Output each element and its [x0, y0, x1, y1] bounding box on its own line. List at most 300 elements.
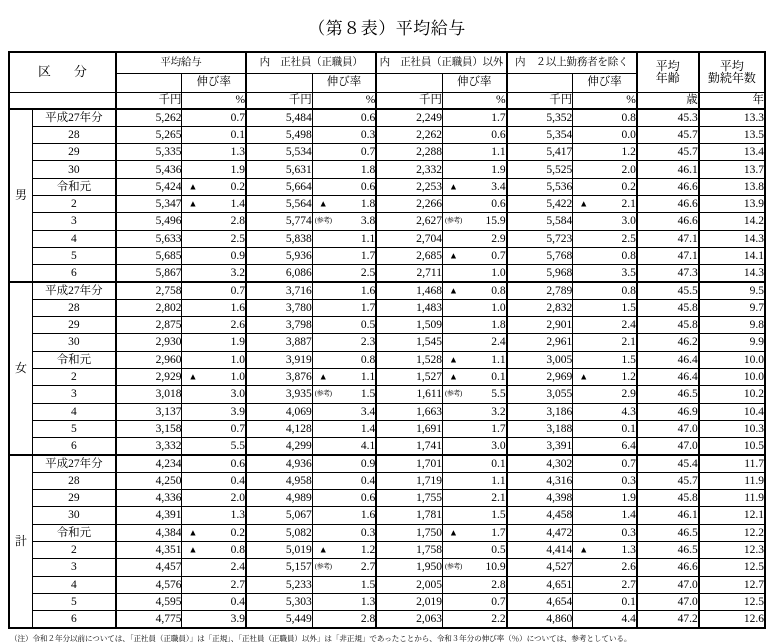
year-label: 28	[32, 299, 115, 316]
average-salary: 2,875	[116, 317, 182, 334]
year-label: 2	[32, 368, 115, 385]
average-age-value: 47.1	[637, 230, 699, 247]
non-regular-salary: 1,663	[376, 403, 442, 420]
year-label: 5	[32, 593, 115, 610]
average-salary-growth: 2.0	[182, 490, 246, 507]
table-row	[9, 472, 765, 489]
regular-growth: 1.6	[312, 507, 376, 524]
average-salary-growth: 1.0	[182, 351, 246, 368]
excluding-growth: 0.8	[573, 109, 637, 126]
average-salary-growth: 1.9	[182, 334, 246, 351]
average-age-value: 46.6	[637, 559, 699, 576]
average-age-value: 47.2	[637, 611, 699, 628]
regular-growth: 1.7	[312, 247, 376, 264]
non-regular-growth: 1.1	[442, 144, 506, 161]
header-growth-rate-excluding: 伸び率	[573, 73, 637, 92]
average-age-value: 47.0	[637, 593, 699, 610]
header-average-age-line1: 平均	[655, 58, 680, 73]
regular-salary: 5,484	[246, 109, 312, 126]
excluding-growth: ▲ 1.2	[573, 368, 637, 385]
average-salary: 3,158	[116, 420, 182, 437]
regular-growth: 0.6	[312, 109, 376, 126]
average-salary-growth: ▲ 0.2	[182, 178, 246, 195]
average-salary-growth: 3.0	[182, 386, 246, 403]
average-salary: 5,633	[116, 230, 182, 247]
excluding-salary: 2,901	[507, 317, 573, 334]
regular-growth: 1.4	[312, 420, 376, 437]
table-row	[9, 317, 765, 334]
average-salary-growth: ▲ 1.0	[182, 368, 246, 385]
table-footnote: （注）令和２年分以前については、「正社員（正職員）」は「正規」、「正社員（正職員）以外」は「非正規」であったことから、令和３年分の伸び率（％）については、参考としている。	[10, 633, 632, 643]
excluding-salary: 5,417	[507, 144, 573, 161]
unit-average-salary-rate: %	[182, 92, 246, 109]
non-regular-salary: 2,262	[376, 126, 442, 143]
negative-triangle-icon: ▲	[188, 198, 198, 209]
average-salary: 5,496	[116, 213, 182, 230]
excluding-salary: 5,422	[507, 195, 573, 212]
average-tenure-value: 12.1	[699, 507, 765, 524]
average-tenure-value: 12.5	[699, 593, 765, 610]
regular-growth: 1.5	[312, 576, 376, 593]
average-age-value: 46.6	[637, 213, 699, 230]
non-regular-salary: 1,527	[376, 368, 442, 385]
regular-growth: 0.5	[312, 317, 376, 334]
excluding-salary: 5,525	[507, 161, 573, 178]
negative-triangle-icon: ▲	[448, 250, 458, 261]
average-age-value: 47.1	[637, 247, 699, 264]
excluding-salary: 5,968	[507, 265, 573, 282]
excluding-growth: 1.4	[573, 507, 637, 524]
reference-marker: (参考)	[444, 216, 462, 225]
excluding-growth: 0.8	[573, 247, 637, 264]
table-row	[9, 247, 765, 264]
regular-salary: 5,233	[246, 576, 312, 593]
header-average-tenure-line1: 平均	[719, 58, 744, 73]
average-salary: 5,867	[116, 265, 182, 282]
year-label: 29	[32, 490, 115, 507]
regular-salary: 5,019	[246, 541, 312, 558]
excluding-growth: 6.4	[573, 438, 637, 455]
non-regular-growth: 1.8	[442, 317, 506, 334]
negative-triangle-icon: ▲	[318, 544, 328, 555]
non-regular-growth: (参考) 15.9	[442, 213, 506, 230]
non-regular-growth: 3.2	[442, 403, 506, 420]
header-average-tenure	[699, 52, 765, 92]
table-row	[9, 144, 765, 161]
average-age-value: 47.0	[637, 420, 699, 437]
header-spacer-average-salary	[116, 73, 182, 92]
average-salary: 4,336	[116, 490, 182, 507]
average-age-value: 45.8	[637, 490, 699, 507]
regular-salary: 5,449	[246, 611, 312, 628]
non-regular-salary: 1,719	[376, 472, 442, 489]
negative-triangle-icon: ▲	[448, 354, 458, 365]
table-row	[9, 109, 765, 126]
non-regular-salary: 2,253	[376, 178, 442, 195]
non-regular-growth: 2.4	[442, 334, 506, 351]
negative-triangle-icon: ▲	[579, 371, 589, 382]
average-tenure-value: 12.6	[699, 611, 765, 628]
excluding-salary: 5,352	[507, 109, 573, 126]
non-regular-salary: 1,758	[376, 541, 442, 558]
non-regular-growth: 0.5	[442, 541, 506, 558]
average-salary-growth: 0.4	[182, 593, 246, 610]
table-row	[9, 455, 765, 472]
non-regular-growth: ▲ 0.8	[442, 282, 506, 299]
average-salary: 4,457	[116, 559, 182, 576]
non-regular-salary: 1,509	[376, 317, 442, 334]
unit-average-salary-amount: 千円	[116, 92, 182, 109]
regular-salary: 4,069	[246, 403, 312, 420]
average-salary-growth: 2.6	[182, 317, 246, 334]
year-label: 2	[32, 195, 115, 212]
excluding-growth: 0.1	[573, 420, 637, 437]
average-tenure-value: 9.8	[699, 317, 765, 334]
average-salary: 2,802	[116, 299, 182, 316]
header-average-tenure-line2: 勤続年数	[707, 71, 756, 86]
unit-regular-rate: %	[312, 92, 376, 109]
negative-triangle-icon: ▲	[318, 371, 328, 382]
non-regular-salary: 2,019	[376, 593, 442, 610]
average-tenure-value: 13.7	[699, 161, 765, 178]
regular-salary: 4,958	[246, 472, 312, 489]
average-salary: 5,335	[116, 144, 182, 161]
non-regular-salary: 2,704	[376, 230, 442, 247]
non-regular-salary: 2,711	[376, 265, 442, 282]
unit-row-kubun	[9, 92, 116, 109]
average-tenure-value: 13.3	[699, 109, 765, 126]
excluding-growth: 0.1	[573, 593, 637, 610]
regular-growth: (参考) 2.7	[312, 559, 376, 576]
year-label: 30	[32, 507, 115, 524]
non-regular-salary: 1,528	[376, 351, 442, 368]
average-age-value: 45.4	[637, 455, 699, 472]
non-regular-growth: 1.7	[442, 420, 506, 437]
excluding-salary: 4,651	[507, 576, 573, 593]
average-salary-growth: ▲ 0.8	[182, 541, 246, 558]
excluding-salary: 4,860	[507, 611, 573, 628]
non-regular-salary: 2,266	[376, 195, 442, 212]
regular-growth: (参考) 3.8	[312, 213, 376, 230]
excluding-growth: 1.9	[573, 490, 637, 507]
average-salary: 4,250	[116, 472, 182, 489]
negative-triangle-icon: ▲	[579, 198, 589, 209]
excluding-salary: 2,832	[507, 299, 573, 316]
year-label: 6	[32, 611, 115, 628]
average-tenure-value: 14.2	[699, 213, 765, 230]
average-age-value: 46.2	[637, 334, 699, 351]
reference-marker: (参考)	[314, 216, 332, 225]
regular-growth: ▲ 1.1	[312, 368, 376, 385]
table-row	[9, 541, 765, 558]
non-regular-growth: 0.7	[442, 593, 506, 610]
negative-triangle-icon: ▲	[448, 527, 458, 538]
excluding-salary: 4,398	[507, 490, 573, 507]
average-salary-growth: ▲ 0.2	[182, 524, 246, 541]
header-average-age-line2: 年齢	[655, 71, 680, 86]
average-age-value: 47.0	[637, 576, 699, 593]
excluding-growth: 2.0	[573, 161, 637, 178]
excluding-salary: 5,723	[507, 230, 573, 247]
regular-salary: 6,086	[246, 265, 312, 282]
average-tenure-value: 10.3	[699, 420, 765, 437]
unit-excluding-rate: %	[573, 92, 637, 109]
non-regular-growth: 2.1	[442, 490, 506, 507]
average-tenure-value: 13.5	[699, 126, 765, 143]
average-salary-growth: 5.5	[182, 438, 246, 455]
header-group-non-regular-employee: 内 正社員（正職員）以外	[376, 52, 506, 73]
average-age-value: 46.1	[637, 161, 699, 178]
regular-salary: 4,989	[246, 490, 312, 507]
table-row	[9, 507, 765, 524]
non-regular-growth: ▲ 0.1	[442, 368, 506, 385]
regular-salary: 3,919	[246, 351, 312, 368]
year-label: 28	[32, 472, 115, 489]
excluding-growth: ▲ 1.3	[573, 541, 637, 558]
non-regular-salary: 2,288	[376, 144, 442, 161]
average-age-value: 45.8	[637, 317, 699, 334]
regular-growth: (参考) 1.5	[312, 386, 376, 403]
year-label: 令和元	[32, 178, 115, 195]
average-age-value: 46.9	[637, 403, 699, 420]
average-age-value: 47.3	[637, 265, 699, 282]
non-regular-salary: 1,611	[376, 386, 442, 403]
average-age-value: 46.6	[637, 195, 699, 212]
table-row	[9, 524, 765, 541]
header-kubun: 区 分	[9, 52, 116, 92]
average-salary-growth: 0.4	[182, 472, 246, 489]
average-salary: 4,775	[116, 611, 182, 628]
average-age-value: 45.5	[637, 282, 699, 299]
non-regular-growth: 2.2	[442, 611, 506, 628]
average-salary: 4,351	[116, 541, 182, 558]
reference-marker: (参考)	[444, 389, 462, 398]
excluding-salary: 5,584	[507, 213, 573, 230]
table-row	[9, 386, 765, 403]
regular-growth: 0.8	[312, 351, 376, 368]
regular-growth: 2.3	[312, 334, 376, 351]
average-salary-growth: 0.7	[182, 420, 246, 437]
section-label-male: 男	[9, 109, 32, 282]
regular-salary: 3,716	[246, 282, 312, 299]
unit-average-tenure: 年	[699, 92, 765, 109]
table-row	[9, 403, 765, 420]
average-salary-growth: 2.4	[182, 559, 246, 576]
average-salary-growth: 2.5	[182, 230, 246, 247]
regular-growth: 3.4	[312, 403, 376, 420]
average-salary-growth: 3.9	[182, 611, 246, 628]
average-salary: 2,930	[116, 334, 182, 351]
excluding-growth: 2.9	[573, 386, 637, 403]
average-tenure-value: 10.5	[699, 438, 765, 455]
table-row	[9, 282, 765, 299]
regular-salary: 5,498	[246, 126, 312, 143]
average-tenure-value: 12.3	[699, 541, 765, 558]
unit-non-regular-rate: %	[442, 92, 506, 109]
negative-triangle-icon: ▲	[188, 371, 198, 382]
table-row	[9, 490, 765, 507]
regular-growth: 1.8	[312, 161, 376, 178]
non-regular-salary: 1,545	[376, 334, 442, 351]
excluding-salary: 4,458	[507, 507, 573, 524]
section-label-total: 計	[9, 455, 32, 628]
non-regular-salary: 2,005	[376, 576, 442, 593]
table-row	[9, 178, 765, 195]
excluding-growth: 1.5	[573, 351, 637, 368]
negative-triangle-icon: ▲	[188, 527, 198, 538]
non-regular-salary: 1,701	[376, 455, 442, 472]
year-label: 平成27年分	[32, 109, 115, 126]
average-salary: 5,262	[116, 109, 182, 126]
year-label: 令和元	[32, 351, 115, 368]
negative-triangle-icon: ▲	[448, 371, 458, 382]
excluding-salary: 5,354	[507, 126, 573, 143]
non-regular-salary: 1,781	[376, 507, 442, 524]
average-salary: 3,332	[116, 438, 182, 455]
non-regular-growth: 1.7	[442, 109, 506, 126]
average-tenure-value: 12.5	[699, 559, 765, 576]
average-tenure-value: 10.2	[699, 386, 765, 403]
average-age-value: 46.5	[637, 386, 699, 403]
average-salary-growth: 0.1	[182, 126, 246, 143]
header-spacer-non-regular	[376, 73, 442, 92]
excluding-salary: 4,472	[507, 524, 573, 541]
average-tenure-value: 10.0	[699, 368, 765, 385]
table-row	[9, 299, 765, 316]
average-salary: 5,685	[116, 247, 182, 264]
year-label: 6	[32, 265, 115, 282]
non-regular-growth: 0.6	[442, 195, 506, 212]
negative-triangle-icon: ▲	[579, 544, 589, 555]
non-regular-growth: ▲ 1.7	[442, 524, 506, 541]
regular-growth: 1.3	[312, 593, 376, 610]
average-age-value: 46.1	[637, 507, 699, 524]
average-age-value: 45.7	[637, 472, 699, 489]
year-label: 4	[32, 230, 115, 247]
average-salary-growth: 1.3	[182, 507, 246, 524]
average-salary-growth: 0.7	[182, 109, 246, 126]
average-salary-growth: 1.9	[182, 161, 246, 178]
excluding-growth: 2.6	[573, 559, 637, 576]
average-tenure-value: 12.2	[699, 524, 765, 541]
excluding-salary: 2,789	[507, 282, 573, 299]
year-label: 3	[32, 213, 115, 230]
average-salary: 5,347	[116, 195, 182, 212]
regular-salary: 5,534	[246, 144, 312, 161]
excluding-growth: 2.7	[573, 576, 637, 593]
header-growth-rate-non-regular: 伸び率	[442, 73, 506, 92]
year-label: 29	[32, 317, 115, 334]
excluding-salary: 4,316	[507, 472, 573, 489]
average-salary-growth: 0.7	[182, 282, 246, 299]
negative-triangle-icon: ▲	[448, 181, 458, 192]
regular-growth: ▲ 1.2	[312, 541, 376, 558]
average-salary: 3,018	[116, 386, 182, 403]
regular-growth: 0.7	[312, 144, 376, 161]
year-label: 令和元	[32, 524, 115, 541]
excluding-growth: 0.8	[573, 282, 637, 299]
table-row	[9, 593, 765, 610]
excluding-salary: 4,654	[507, 593, 573, 610]
average-tenure-value: 9.9	[699, 334, 765, 351]
average-tenure-value: 13.9	[699, 195, 765, 212]
negative-triangle-icon: ▲	[188, 544, 198, 555]
non-regular-growth: 2.9	[442, 230, 506, 247]
excluding-salary: 3,188	[507, 420, 573, 437]
year-label: 6	[32, 438, 115, 455]
year-label: 28	[32, 126, 115, 143]
table-header	[9, 52, 765, 109]
non-regular-growth: 3.0	[442, 438, 506, 455]
regular-salary: 5,082	[246, 524, 312, 541]
regular-growth: 0.3	[312, 126, 376, 143]
excluding-growth: 0.2	[573, 178, 637, 195]
regular-salary: 5,303	[246, 593, 312, 610]
average-tenure-value: 13.4	[699, 144, 765, 161]
excluding-salary: 3,055	[507, 386, 573, 403]
non-regular-salary: 1,468	[376, 282, 442, 299]
table-row	[9, 230, 765, 247]
non-regular-salary: 2,685	[376, 247, 442, 264]
header-group-excluding-multi-employer: 内 ２以上勤務者を除く	[507, 52, 637, 73]
average-salary: 2,960	[116, 351, 182, 368]
excluding-growth: 0.0	[573, 126, 637, 143]
average-tenure-value: 14.3	[699, 230, 765, 247]
non-regular-salary: 1,691	[376, 420, 442, 437]
negative-triangle-icon: ▲	[188, 181, 198, 192]
regular-growth: 0.6	[312, 490, 376, 507]
non-regular-salary: 1,950	[376, 559, 442, 576]
average-age-value: 46.5	[637, 524, 699, 541]
regular-growth: 4.1	[312, 438, 376, 455]
excluding-salary: 5,536	[507, 178, 573, 195]
regular-salary: 5,067	[246, 507, 312, 524]
table-row	[9, 334, 765, 351]
excluding-growth: ▲ 2.1	[573, 195, 637, 212]
non-regular-salary: 1,755	[376, 490, 442, 507]
average-salary-growth: ▲ 1.4	[182, 195, 246, 212]
average-salary: 2,758	[116, 282, 182, 299]
header-growth-rate-regular: 伸び率	[312, 73, 376, 92]
regular-salary: 3,876	[246, 368, 312, 385]
average-salary-growth: 1.6	[182, 299, 246, 316]
excluding-salary: 4,302	[507, 455, 573, 472]
non-regular-growth: (参考) 5.5	[442, 386, 506, 403]
average-age-value: 46.6	[637, 178, 699, 195]
average-salary: 5,265	[116, 126, 182, 143]
excluding-salary: 5,768	[507, 247, 573, 264]
average-age-value: 45.7	[637, 144, 699, 161]
table-body	[9, 109, 765, 628]
regular-salary: 3,798	[246, 317, 312, 334]
table-row	[9, 368, 765, 385]
excluding-growth: 0.3	[573, 472, 637, 489]
average-salary: 5,436	[116, 161, 182, 178]
excluding-growth: 4.4	[573, 611, 637, 628]
excluding-growth: 2.4	[573, 317, 637, 334]
non-regular-growth: 2.8	[442, 576, 506, 593]
average-salary: 4,576	[116, 576, 182, 593]
non-regular-growth: 1.1	[442, 472, 506, 489]
average-tenure-value: 11.9	[699, 472, 765, 489]
average-salary: 4,391	[116, 507, 182, 524]
reference-marker: (参考)	[314, 562, 332, 571]
regular-salary: 5,936	[246, 247, 312, 264]
table-row	[9, 351, 765, 368]
average-tenure-value: 9.5	[699, 282, 765, 299]
table-row	[9, 195, 765, 212]
average-age-value: 46.4	[637, 351, 699, 368]
